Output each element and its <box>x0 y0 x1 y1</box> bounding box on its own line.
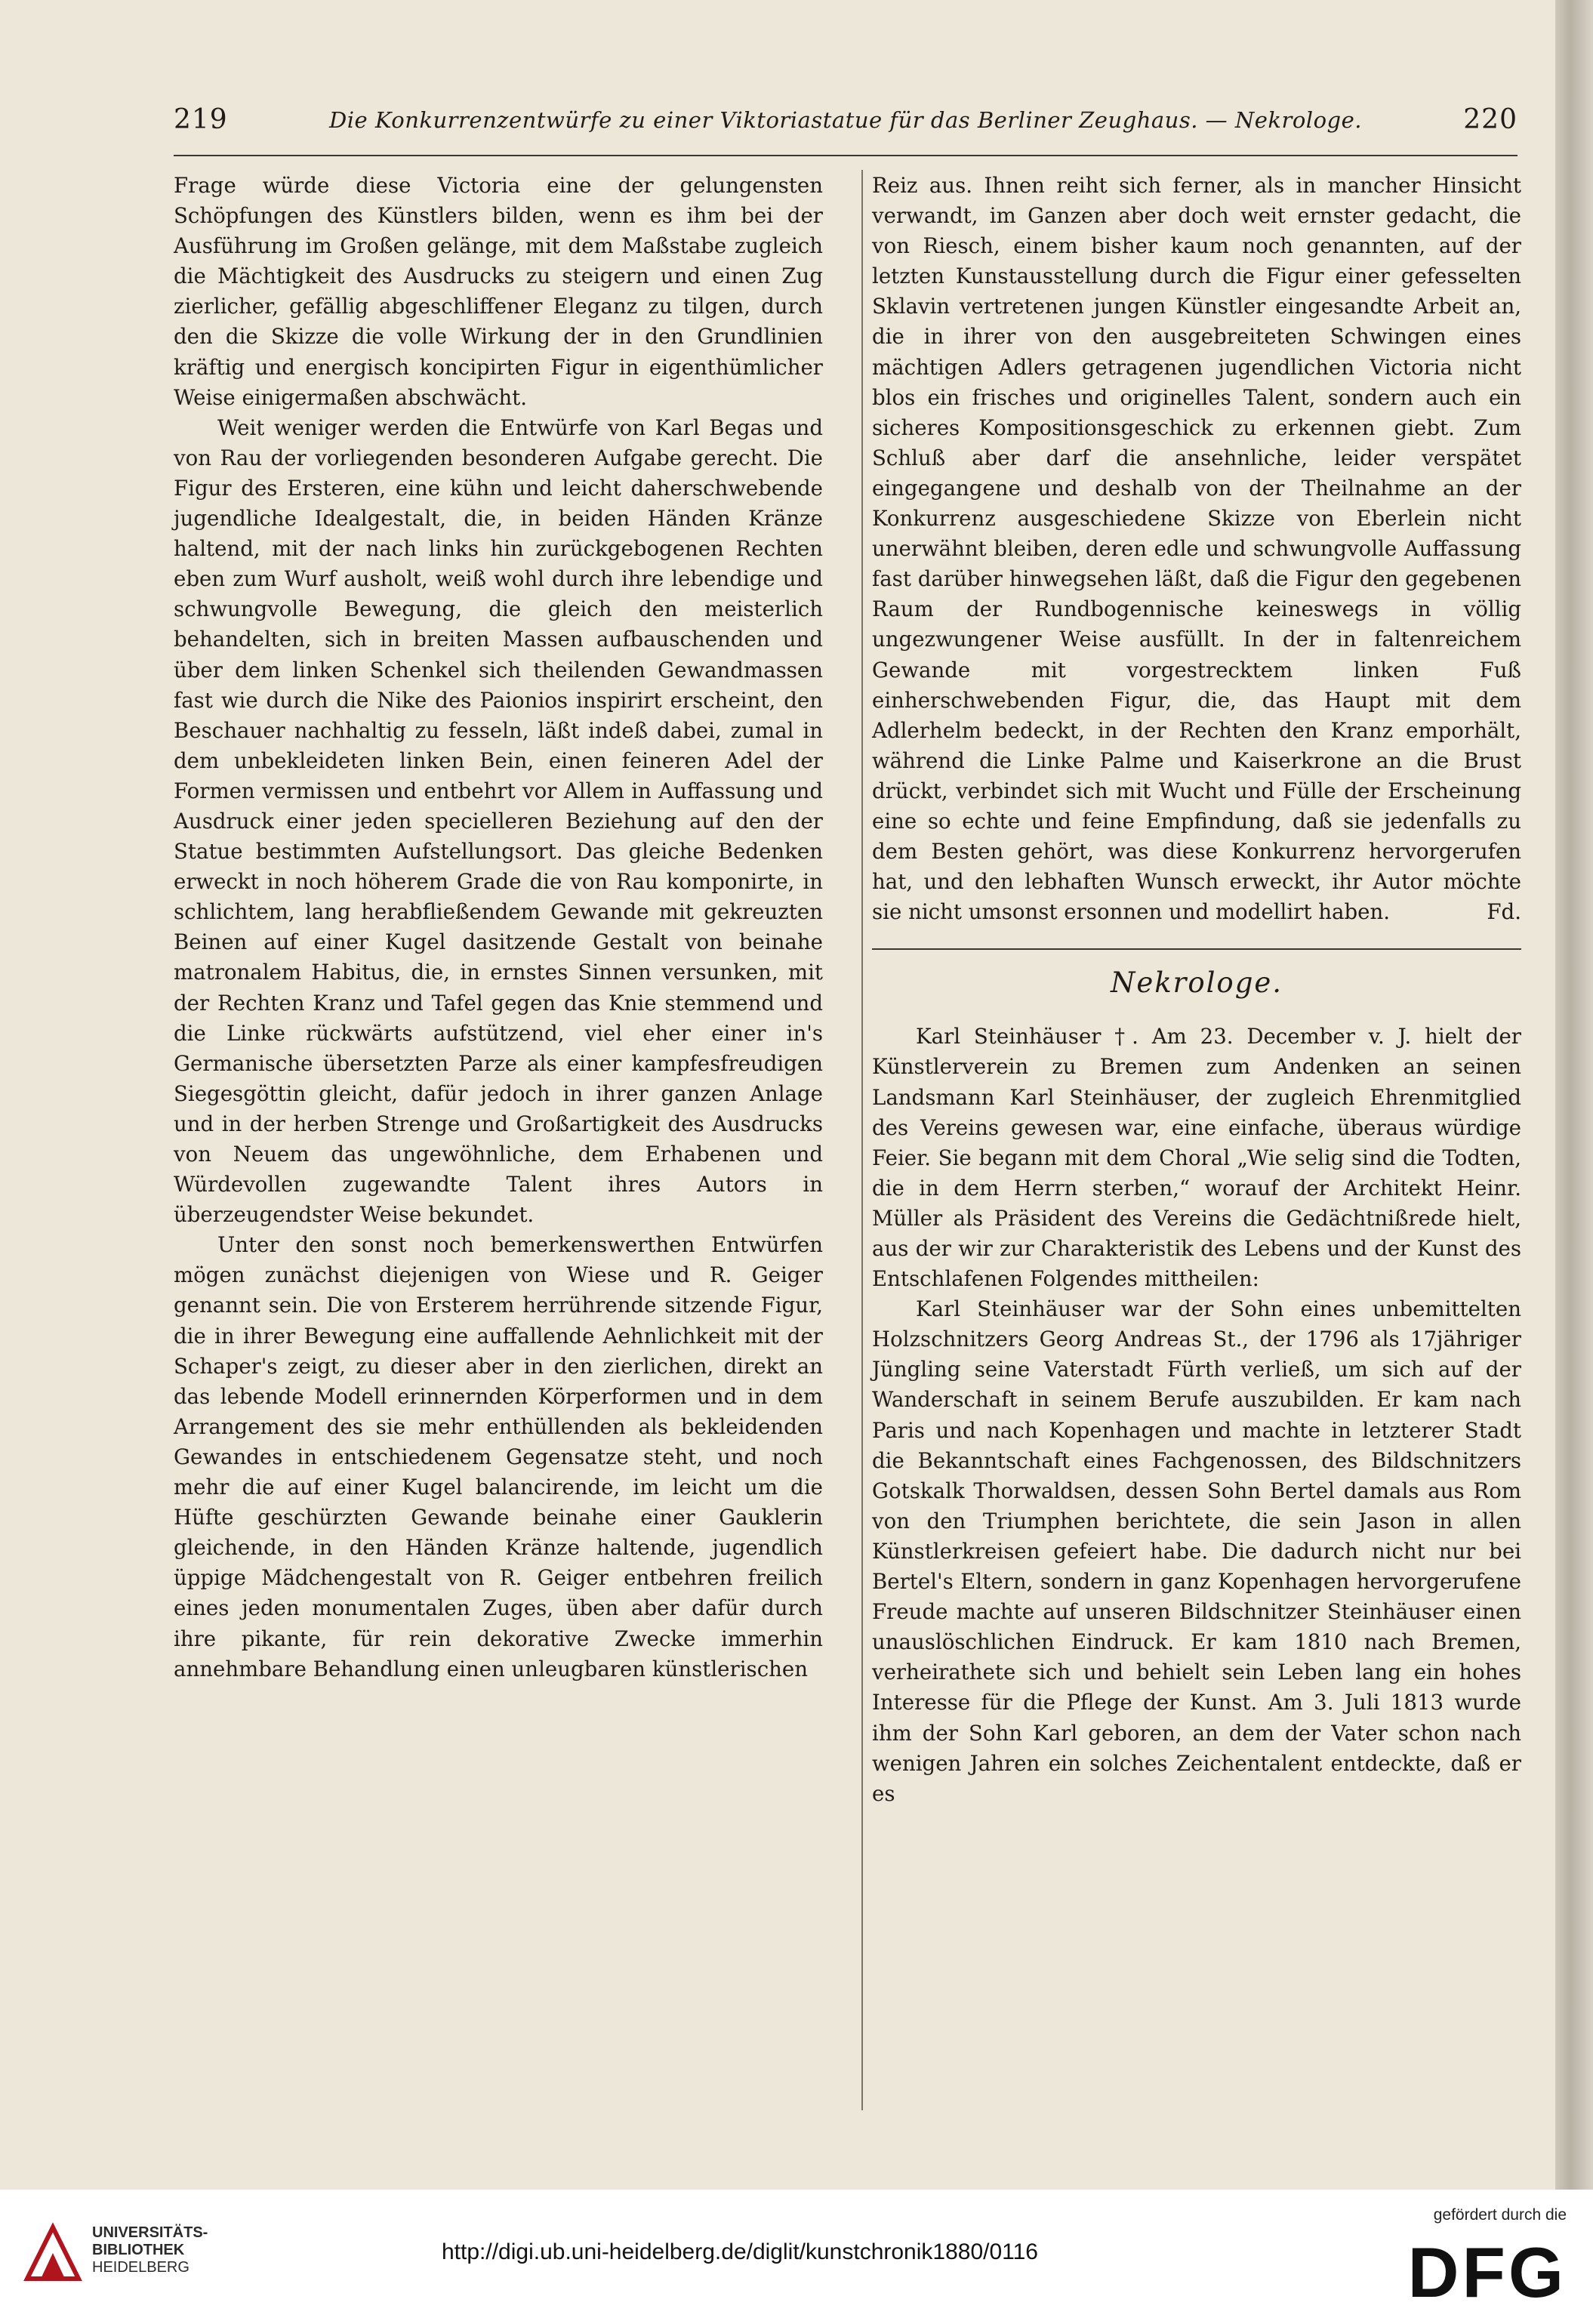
page-edge <box>1555 0 1593 2190</box>
page-number-left: 219 <box>174 104 228 135</box>
author-signature: Fd. <box>1487 899 1521 925</box>
page-number-right: 220 <box>1463 104 1518 135</box>
running-title: Die Konkurrenzentwürfe zu einer Viktoriastatue für das Berliner Zeughaus. — Nekrologe. <box>329 107 1362 133</box>
section-title: Nekrologe. <box>1110 966 1283 1000</box>
paragraph: Frage würde diese Victoria eine der gelungensten Schöpfungen des Künstlers bilden, wenn es ihm bei der Ausführung im Großen gelänge, mit dem Maßstabe zugleich die Mächtigkeit des Ausdrucks zu steigern und einen Zug zierlicher, gefällig abgeschliffener Eleganz zu tilgen, durch den die Skizze die volle Wirkung der in den Grundlinien kräftig und energisch koncipirten Figur in eigenthümlicher Weise einigermaßen abschwächt. <box>174 173 823 410</box>
university-library-logo <box>21 2221 225 2312</box>
dfg-wordmark: DFG <box>1407 2233 1567 2312</box>
obituary-paragraph: Karl Steinhäuser †. Am 23. December v. J. hielt der Künstlerverein zu Bremen zum Andenken an seinen Landsmann Karl Steinhäuser, der zugleich Ehrenmitglied des Vereins gewesen war, eine einfache, überaus würdige Feier. Sie begann mit dem Choral „Wie selig sind die Todten, die in dem Herrn sterben,“ worauf der Architekt Heinr. Müller als Präsident des Vereins die Gedächtnißrede hielt, aus der wir zur Charakteristik des Lebens und der Kunst des Entschlafenen Folgendes mittheilen: <box>872 1024 1521 1292</box>
dfg-logo <box>1340 2206 1567 2312</box>
source-url-link[interactable]: http://digi.ub.uni-heidelberg.de/diglit/kunstchronik1880/0116 <box>442 2239 1038 2264</box>
right-column <box>872 171 1521 1809</box>
paragraph: Reiz aus. Ihnen reiht sich ferner, als in mancher Hinsicht verwandt, im Ganzen aber doch weit ernster gedacht, die von Riesch, einem bisher kaum noch genannten, auf der letzten Kunstausstellung durch die Figur einer gefesselten Sklavin vertretenen jungen Künstler eingesandte Arbeit an, die in ihrer von den ausgebreiteten Schwingen eines mächtigen Adlers getragenen jugendlichen Victoria nicht blos ein frisches und originelles Talent, sondern auch ein sicheres Kompositionsgeschick zu erkennen giebt. Zum Schluß aber darf die ansehnliche, leider verspätet eingegangene und deshalb von der Theilnahme an der Konkurrenz ausgeschiedene Skizze von Eberlein nicht unerwähnt bleiben, deren edle und schwungvolle Auffassung fast darüber hinwegsehen läßt, daß die Figur den gegebenen Raum der Rundbogennische keineswegs in völlig ungezwungener Weise ausfüllt. In der in faltenreichem Gewande mit vorgestrecktem linken Fuß einherschwebenden Figur, die, das Haupt mit dem Adlerhelm bedeckt, in der Rechten den Kranz emporhält, während die Linke Palme und Kaiserkrone an die Brust drückt, verbindet sich mit Wucht und Fülle der Erscheinung eine so echte und feine Empfindung, daß sie jedenfalls zu dem Besten gehört, was diese Konkurrenz hervorgerufen hat, und den lebhaften Wunsch erweckt, ihr Autor möchte sie nicht umsonst ersonnen und modellirt haben. <box>872 173 1521 925</box>
funding-caption: gefördert durch die <box>1433 2206 1567 2224</box>
paragraph: Weit weniger werden die Entwürfe von Karl Begas und von Rau der vorliegenden besonderen Aufgabe gerecht. Die Figur des Ersteren, eine kühn und leicht daherschwebende jugendliche Idealgestalt, die, in beiden Händen Kränze haltend, mit der nach links hin zurückgebogenen Rechten eben zum Wurf ausholt, weiß wohl durch ihre lebendige und schwungvolle Bewegung, die gleich den meisterlich behandelten, sich in breiten Massen aufbauschenden und über dem linken Schenkel sich theilenden Gewandmassen fast wie durch die Nike des Paionios inspirirt erscheint, den Beschauer nachhaltig zu fesseln, läßt indeß dabei, zumal in dem unbekleideten linken Bein, einen feineren Adel der Formen vermissen und entbehrt vor Allem in Auffassung und Ausdruck einer jeden specielleren Beziehung auf den der Statue bestimmten Aufstellungsort. Das gleiche Bedenken erweckt in noch höherem Grade die von Rau komponirte, in schlichtem, lang herabfließendem Gewande mit gekreuzten Beinen auf einer Kugel dasitzende Gestalt von beinahe matronalem Habitus, die, in ernstes Sinnen versunken, mit der Rechten Kranz und Tafel gegen das Knie stemmend und die Linke rückwärts aufstützend, viel eher einer in's Germanische übersetzten Parze als einer kampfesfreudigen Siegesgöttin gleicht, dafür jedoch in ihrer ganzen Anlage und in der herben Strenge und Großartigkeit des Ausdrucks von Neuem das ungewöhnliche, dem Erhabenen und Würdevollen zugewandte Talent ihres Autors in überzeugendster Weise bekundet. <box>174 415 823 1228</box>
digitization-footer <box>0 2190 1593 2324</box>
obituary-paragraph: Karl Steinhäuser war der Sohn eines unbemittelten Holzschnitzers Georg Andreas St., der 1796 als 17jähriger Jüngling seine Vaterstadt Fürth verließ, um sich auf der Wanderschaft in seinem Berufe auszubilden. Er kam nach Paris und nach Kopenhagen und machte in letzterer Stadt die Bekanntschaft eines Fachgenossen, des Bildschnitzers Gotskalk Thorwaldsen, dessen Sohn Bertel damals aus Rom von den Triumphen berichtete, die sein Jason in allen Künstlerkreisen gefeiert habe. Die dadurch nicht nur bei Bertel's Eltern, sondern in ganz Kopenhagen hervorgerufene Freude machte auf unseren Bildschnitzer Steinhäuser einen unauslöschlichen Eindruck. Er kam 1810 nach Bremen, verheirathete sich und behielt sein Leben lang ein hohes Interesse für die Pflege der Kunst. Am 3. Juli 1813 wurde ihm der Sohn Karl geboren, an dem der Vater schon nach wenigen Jahren ein solches Zeichentalent entdeckte, daß er es <box>872 1296 1521 1806</box>
running-header <box>174 104 1518 142</box>
left-column <box>174 171 823 1684</box>
library-name: UNIVERSITÄTS- BIBLIOTHEK HEIDELBERG <box>92 2224 208 2276</box>
section-rule <box>872 948 1521 950</box>
paragraph: Unter den sonst noch bemerkenswerthen Entwürfen mögen zunächst diejenigen von Wiese und R. Geiger genannt sein. Die von Ersterem herrührende sitzende Figur, die in ihrer Bewegung eine auffallende Aehnlichkeit mit der Schaper's zeigt, zu dieser aber in den zierlichen, direkt an das lebende Modell erinnernden Körperformen und in dem Arrangement des sie mehr enthüllenden als bekleidenden Gewandes in entschiedenem Gegensatze steht, und noch mehr die auf einer Kugel balancirende, im leicht um die Hüfte geschürzten Gewande beinahe einer Gauklerin gleichende, in den Händen Kränze haltende, jugendlich üppige Mädchengestalt von R. Geiger entbehren freilich eines jeden monumentalen Zuges, üben aber dafür durch ihre pikante, für rein dekorative Zwecke immerhin annehmbare Behandlung einen unleugbaren künstlerischen <box>174 1232 823 1681</box>
column-divider <box>861 170 863 2110</box>
header-rule <box>174 155 1518 156</box>
library-emblem-icon <box>21 2221 85 2285</box>
